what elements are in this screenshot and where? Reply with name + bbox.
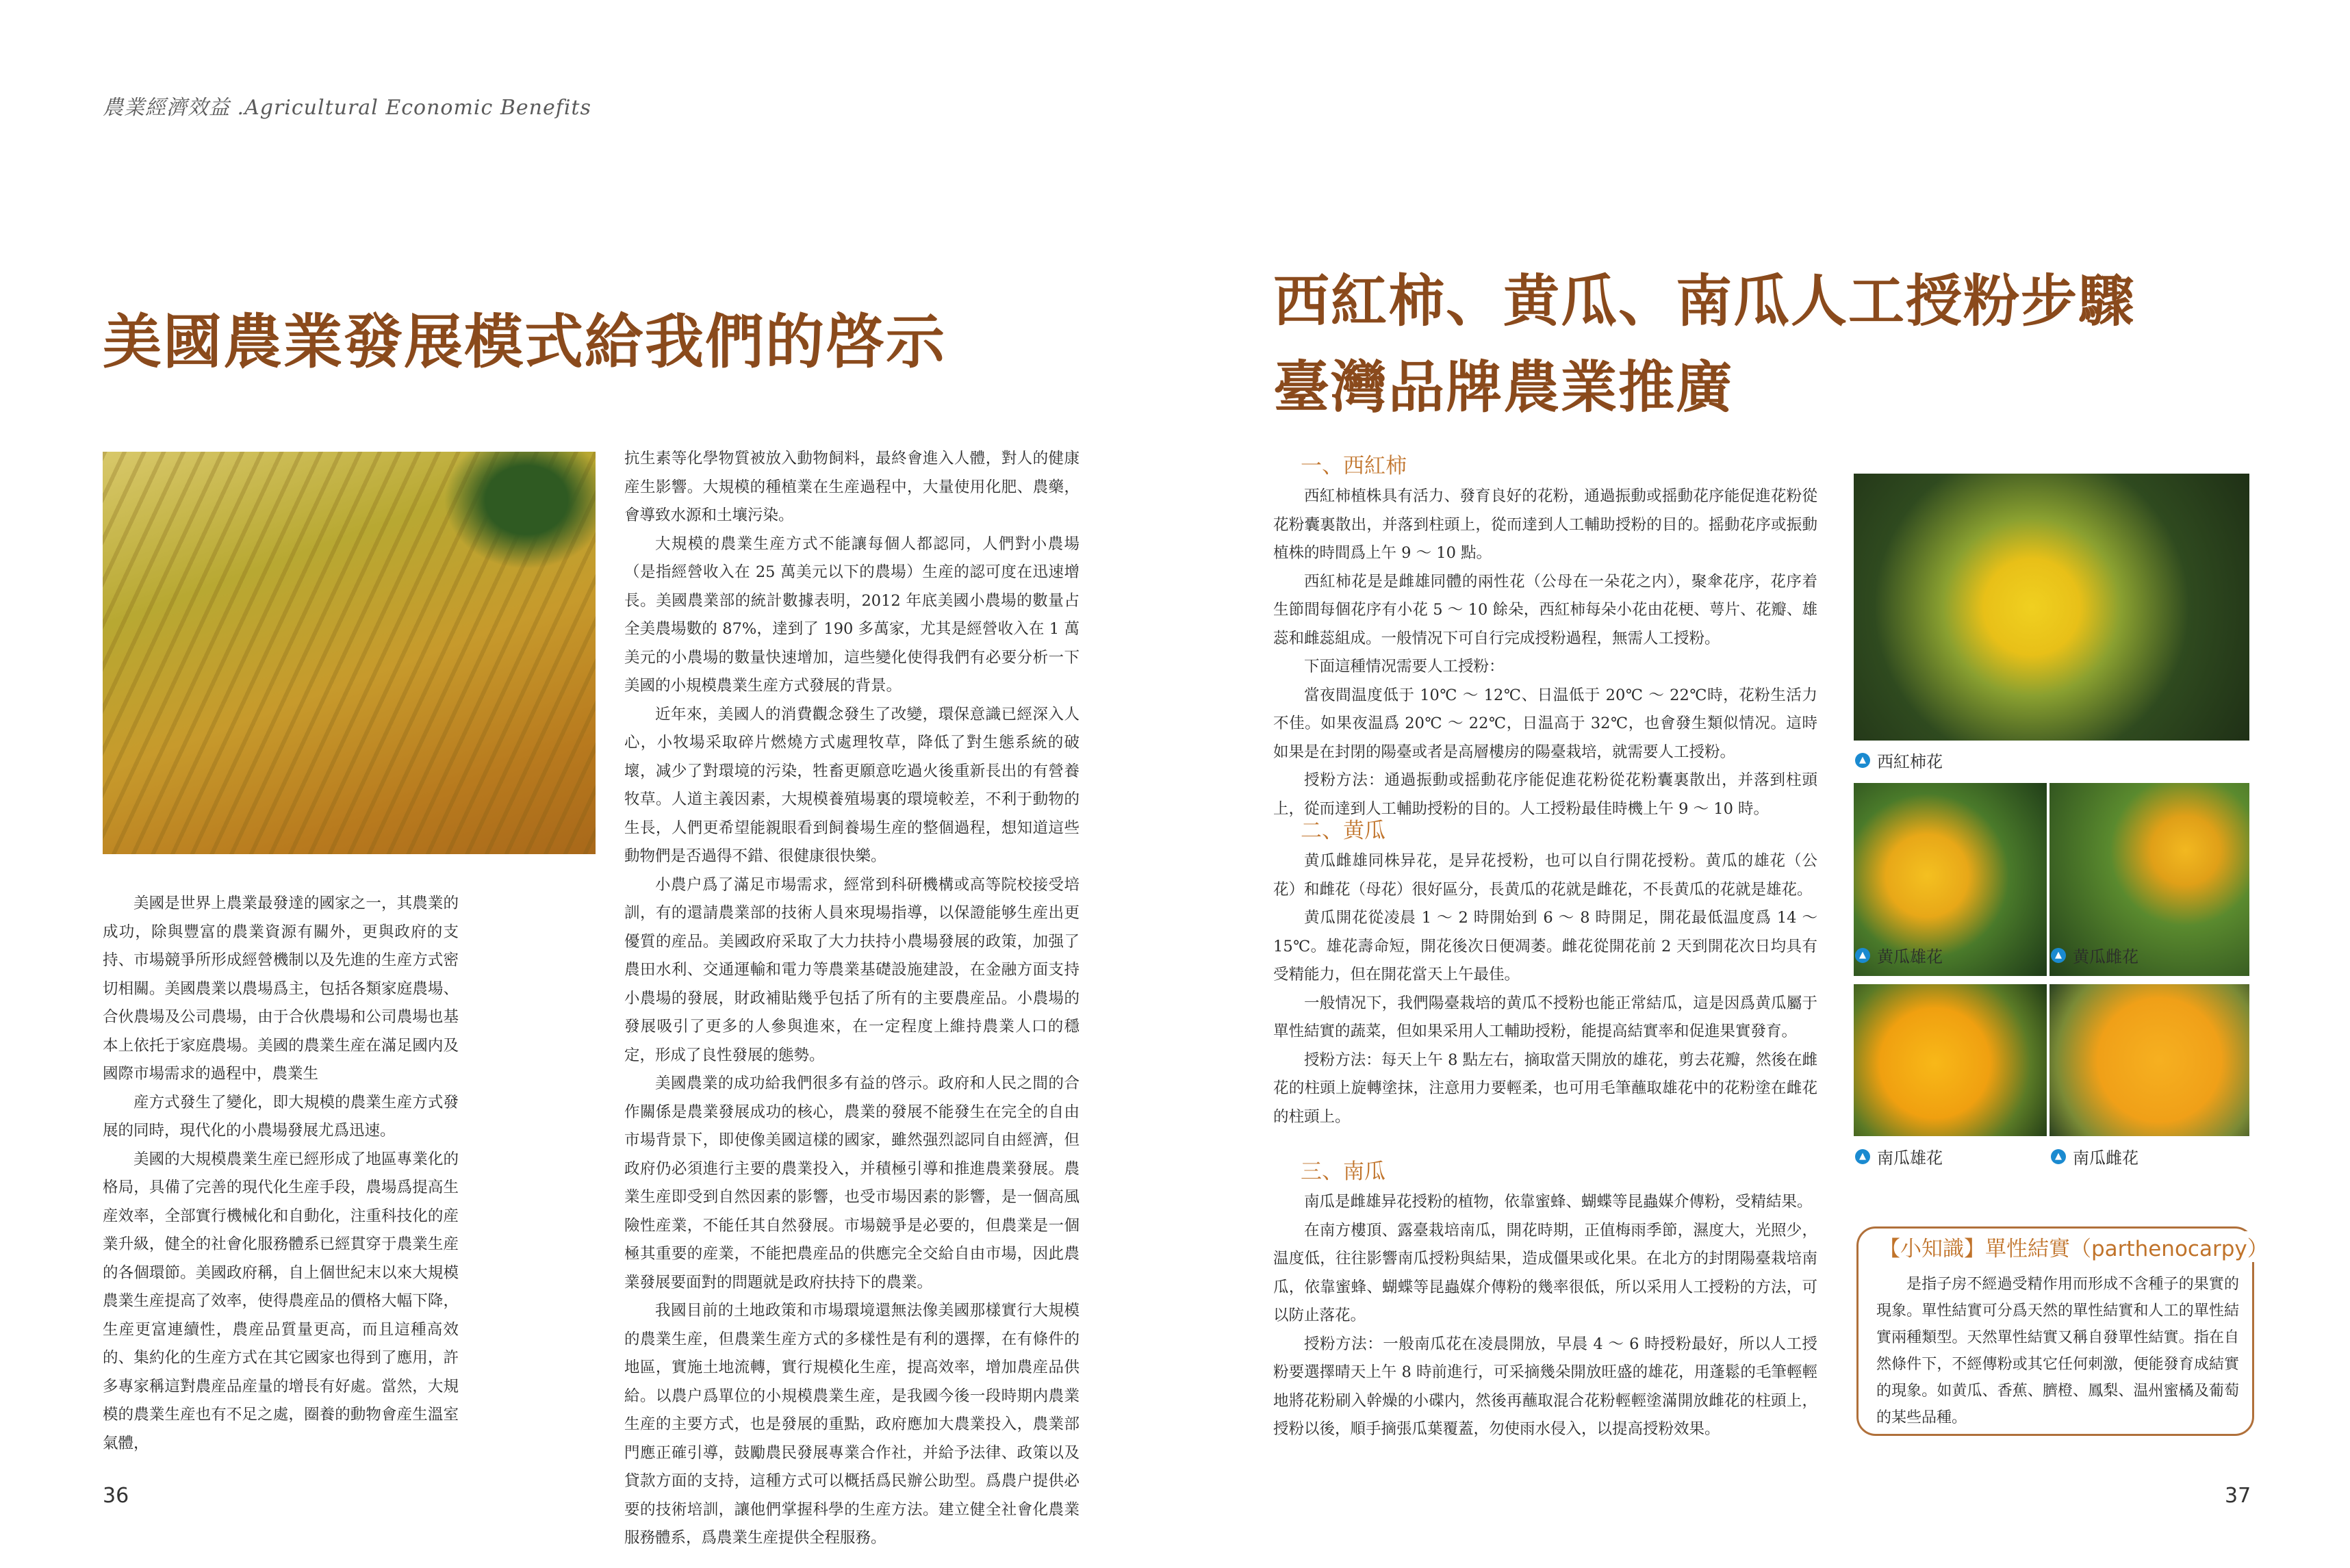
title-line-2: 臺灣品牌農業推廣 — [1273, 355, 1734, 420]
caption-cucumber-female — [2051, 943, 2138, 967]
paragraph: 當夜間温度低于 10℃ ～ 12℃、日温低于 20℃ ～ 22℃時，花粉生活力不佳。如果夜温爲 20℃ ～ 22℃，日温高于 32℃，也會發生類似情况。這時如果是在封閉的陽臺或者是高層樓房的陽臺栽培，就需要人工授粉。 — [1273, 686, 1817, 761]
paragraph: 一般情况下，我們陽臺栽培的黄瓜不授粉也能正常結瓜，這是因爲黄瓜屬于單性結實的蔬菜，但如果采用人工輔助授粉，能提高結實率和促進果實發育。 — [1273, 994, 1817, 1040]
caption-cucumber-male — [1855, 943, 1943, 967]
paragraph: 授粉方法：通過振動或摇動花序能促進花粉從花粉囊裏散出，并落到柱頭上，從而達到人工輔助授粉的目的。人工授粉最佳時機上午 9 ～ 10 時。 — [1273, 771, 1817, 818]
section-tomato-body — [1273, 483, 1817, 823]
paragraph: 黄瓜開花從凌晨 1 ～ 2 時開始到 6 ～ 8 時開足，開花最低温度爲 14 ～ 15℃。雄花壽命短，開花後次日便凋萎。雌花從開花前 2 天到開花次日均具有受精能力，但在開花當天上午最佳。 — [1273, 909, 1817, 984]
section-heading-tomato: 一、西紅柿 — [1301, 454, 1407, 478]
tip-title: 【小知識】單性結實（parthenocarpy） — [1874, 1231, 2274, 1262]
triangle-icon: ▲ — [1855, 1149, 1870, 1164]
left-column-2 — [624, 445, 1080, 1553]
paragraph: 我國目前的土地政策和市場環境還無法像美國那樣實行大規模的農業生産，但農業生産方式的多樣性是有利的選擇，在有條件的地區，實施土地流轉，實行規模化生産，提高效率，增加農産品供給。以農户爲單位的小規模農業生産，是我國今後一段時期内農業生産的主要方式，也是發展的重點，政府應加大農業投入，農業部門應正確引導，鼓勵農民發展專業合作社，并給予法律、政策以及貸款方面的支持，這種方式可以概括爲民辦公助型。爲農户提供必要的技術培訓，讓他們掌握科學的生産方法。建立健全社會化農業服務體系，爲農業生産提供全程服務。 — [624, 1302, 1080, 1547]
right-page-title — [1273, 259, 2136, 431]
knowledge-tip-box — [1856, 1226, 2269, 1436]
paragraph: 西紅柿花是是雌雄同體的兩性花（公母在一朵花之内），聚傘花序，花序着生節間每個花序有小花 5 ～ 10 餘朵，西紅柿每朵小花由花梗、萼片、花瓣、雄蕊和雌蕊組成。一般情况下可自行完成授粉過程，無需人工授粉。 — [1273, 572, 1817, 647]
left-page-title: 美國農業發展模式給我們的啓示 — [103, 308, 946, 376]
paragraph: 産方式發生了變化，即大規模的農業生産方式發展的同時，現代化的小農場發展尤爲迅速。 — [103, 1093, 459, 1140]
tomato-flower-photo — [1854, 474, 2249, 741]
paragraph: 美國是世界上農業最發達的國家之一，其農業的成功，除與豐富的農業資源有關外，更與政府的支持、市場競爭所形成經營機制以及先進的生産方式密切相關。美國農業以農場爲主，包括各類家庭農場、合伙農場及公司農場，由于合伙農場和公司農場也基本上依托于家庭農場。美國的農業生産在滿足國内及國際市場需求的過程中，農業生 — [103, 895, 459, 1083]
paragraph: 南瓜是雌雄异花授粉的植物，依靠蜜蜂、蝴蝶等昆蟲媒介傳粉，受精結果。 — [1304, 1193, 1813, 1211]
section-heading-pumpkin: 三、南瓜 — [1301, 1159, 1385, 1184]
caption-text: 南瓜雄花 — [1877, 1148, 1943, 1168]
paragraph: 授粉方法：每天上午 8 點左右，摘取當天開放的雄花，剪去花瓣，然後在雌花的柱頭上旋轉塗抹，注意用力要輕柔，也可用毛筆蘸取雄花中的花粉塗在雌花的柱頭上。 — [1273, 1051, 1817, 1126]
running-head: 農業經濟效益 .Agricultural Economic Benefits — [103, 96, 591, 120]
paragraph: 大規模的農業生産方式不能讓每個人都認同，人們對小農場（是指經營收入在 25 萬美元以下的農場）生産的認可度在迅速增長。美國農業部的統計數據表明，2012 年底美國小農場的數量占全美農場數的 87%，達到了 190 多萬家，尤其是經營收入在 1 萬美元的小農場的數量快速增加，這些變化使得我們有必要分析一下美國的小規模農業生産方式發展的背景。 — [624, 535, 1080, 695]
paragraph: 近年來，美國人的消費觀念發生了改變，環保意識已經深入人心，小牧場采取碎片燃燒方式處理牧草，降低了對生態系統的破壞，减少了對環境的污染，牲畜更願意吃過火後重新長出的有營養牧草。人道主義因素，大規模養殖場裏的環境較差，不利于動物的生長，人們更希望能親眼看到飼養場生産的整個過程，想知道這些動物們是否過得不錯、很健康很快樂。 — [624, 705, 1080, 865]
paragraph: 授粉方法：一般南瓜花在凌晨開放，早晨 4 ～ 6 時授粉最好，所以人工授粉要選擇晴天上午 8 時前進行，可采摘幾朵開放旺盛的雄花，用蓬鬆的毛筆輕輕地將花粉刷入幹燥的小碟内，然後再蘸取混合花粉輕輕塗滿開放雌花的柱頭上，授粉以後，順手摘張瓜葉覆蓋，勿使雨水侵入，以提高授粉效果。 — [1273, 1335, 1817, 1438]
page-number-left: 36 — [103, 1484, 129, 1508]
triangle-icon: ▲ — [2051, 948, 2066, 963]
caption-text: 西紅柿花 — [1877, 752, 1943, 771]
caption-pumpkin-male — [1855, 1144, 1943, 1168]
section-heading-cucumber: 二、黄瓜 — [1301, 819, 1385, 843]
paragraph: 美國農業的成功給我們很多有益的啓示。政府和人民之間的合作關係是農業發展成功的核心，農業的發展不能發生在完全的自由市場背景下，即使像美國這樣的國家，雖然强烈認同自由經濟，但政府仍必須進行主要的農業投入，并積極引導和推進農業發展。農業生産即受到自然因素的影響，也受市場因素的影響，是一個高風險性産業，不能任其自然發展。市場競爭是必要的，但農業是一個極其重要的産業，不能把農産品的供應完全交給自由市場，因此農業發展要面對的問題就是政府扶持下的農業。 — [624, 1075, 1080, 1291]
triangle-icon: ▲ — [1855, 948, 1870, 963]
tip-body — [1876, 1271, 2239, 1431]
section-pumpkin-body — [1273, 1188, 1817, 1444]
pumpkin-female-flower-photo — [2049, 984, 2249, 1136]
triangle-icon: ▲ — [1855, 753, 1870, 768]
paragraph: 西紅柿植株具有活力、發育良好的花粉，通過振動或摇動花序能促進花粉從花粉囊裏散出，并落到柱頭上，從而達到人工輔助授粉的目的。摇動花序或振動植株的時間爲上午 9 ～ 10 點。 — [1273, 487, 1817, 562]
paragraph: 是指子房不經過受精作用而形成不含種子的果實的現象。單性結實可分爲天然的單性結實和人工的單性結實兩種類型。天然單性結實又稱自發單性結實。指在自然條件下，不經傳粉或其它任何刺激，便能發育成結實的現象。如黄瓜、香蕉、臍橙、鳳梨、温州蜜橘及葡萄的某些品種。 — [1876, 1276, 2239, 1426]
paragraph: 下面這種情况需要人工授粉： — [1304, 658, 1505, 676]
paragraph: 在南方樓頂、露臺栽培南瓜，開花時期，正值梅雨季節，濕度大，光照少，温度低，往往影響南瓜授粉與結果，造成僵果或化果。在北方的封閉陽臺栽培南瓜，依靠蜜蜂、蝴蝶等昆蟲媒介傳粉的幾率很低，所以采用人工授粉的方法，可以防止落花。 — [1273, 1221, 1817, 1324]
caption-text: 黄瓜雌花 — [2073, 947, 2138, 966]
caption-pumpkin-female — [2051, 1144, 2138, 1168]
paragraph: 黄瓜雌雄同株异花，是异花授粉，也可以自行開花授粉。黄瓜的雄花（公花）和雌花（母花）很好區分，長黄瓜的花就是雌花，不長黄瓜的花就是雄花。 — [1273, 852, 1817, 899]
left-column-1 — [103, 890, 459, 1458]
paragraph: 美國的大規模農業生産已經形成了地區專業化的格局，具備了完善的現代化生産手段，農場爲提高生産效率，全部實行機械化和自動化，注重科技化的産業升級，健全的社會化服務體系已經貫穿于農業生産的各個環節。美國政府稱，自上個世紀末以來大規模農業生産提高了效率，使得農産品的價格大幅下降，生産更富連續性，農産品質量更高，而且這種高效的、集約化的生産方式在其它國家也得到了應用，許多專家稱這對農産品産量的增長有好處。當然，大規模的農業生産也有不足之處，圈養的動物會産生溫室氣體， — [103, 1150, 459, 1452]
paragraph: 抗生素等化學物質被放入動物飼料，最終會進入人體，對人的健康産生影響。大規模的種植業在生産過程中，大量使用化肥、農藥，會導致水源和土壤污染。 — [624, 450, 1080, 524]
section-cucumber-body — [1273, 847, 1817, 1131]
caption-text: 南瓜雌花 — [2073, 1148, 2138, 1168]
title-line-1: 西紅柿、黄瓜、南瓜人工授粉步驟 — [1273, 269, 2136, 334]
aerial-farmland-photo — [103, 452, 596, 854]
caption-tomato — [1855, 748, 1943, 772]
triangle-icon: ▲ — [2051, 1149, 2066, 1164]
paragraph: 小農户爲了滿足市場需求，經常到科研機構或高等院校接受培訓，有的還請農業部的技術人員來現場指導，以保證能够生産出更優質的産品。美國政府采取了大力扶持小農場發展的政策，加强了農田水利、交通運輸和電力等農業基礎設施建設，在金融方面支持小農場的發展，財政補貼幾乎包括了所有的主要農産品。小農場的發展吸引了更多的人參與進來，在一定程度上維持農業人口的穩定，形成了良性發展的態勢。 — [624, 875, 1080, 1064]
page-number-right: 37 — [2225, 1484, 2251, 1508]
pumpkin-male-flower-photo — [1854, 984, 2047, 1136]
caption-text: 黄瓜雄花 — [1877, 947, 1943, 966]
